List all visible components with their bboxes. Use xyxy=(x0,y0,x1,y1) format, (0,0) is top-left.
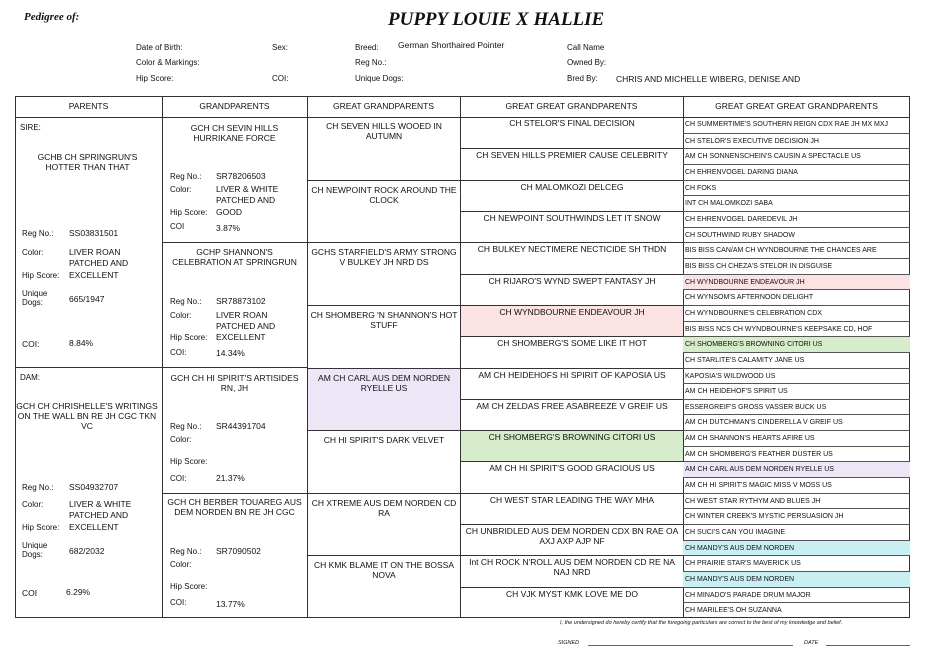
dam-name: GCH CH CHRISHELLE'S WRITINGS ON THE WALL BN RE JH CGC TKN VC xyxy=(16,401,158,431)
pedigree-label: Pedigree of: xyxy=(24,11,80,23)
ggg-grandparent-cell: KAPOSIA'S WILDWOOD US xyxy=(683,368,910,384)
gp-hip: EXCELLENT xyxy=(216,332,266,342)
gg-grandparent-cell: CH MALOMKOZI DELCEG xyxy=(461,180,683,211)
great-grandparent-cell: CH KMK BLAME IT ON THE BOSSA NOVA xyxy=(308,555,460,618)
owned-by-label: Owned By: xyxy=(567,58,607,67)
dam-regno: SS04932707 xyxy=(69,482,119,492)
ggg-grandparent-cell: CH FOKS xyxy=(683,180,910,196)
gp-color-label: Color: xyxy=(170,185,192,194)
row-divider xyxy=(162,367,307,368)
ggg-grandparent-cell: BIS BISS CAN/AM CH WYNDBOURNE THE CHANCES ARE xyxy=(683,242,910,258)
gp-color-label: Color: xyxy=(170,560,192,569)
ggg-grandparent-cell: BIS BISS NCS CH WYNDBOURNE'S KEEPSAKE CD, HOF xyxy=(683,321,910,337)
sire-unique-label: Unique Dogs: xyxy=(22,289,48,307)
gp-hip-label: Hip Score: xyxy=(170,333,208,342)
gp-hip-label: Hip Score: xyxy=(170,457,208,466)
gg-grandparent-cell: CH WEST STAR LEADING THE WAY MHA xyxy=(461,493,683,524)
col-header-grandparents: GRANDPARENTS xyxy=(199,101,270,111)
gg-grandparent-cell: AM CH HI SPIRIT'S GOOD GRACIOUS US xyxy=(461,461,683,492)
ggg-grandparent-cell: CH SUCI'S CAN YOU IMAGINE xyxy=(683,524,910,540)
ggg-grandparent-cell: CH WYNSOM'S AFTERNOON DELIGHT xyxy=(683,289,910,305)
page-title: PUPPY LOUIE X HALLIE xyxy=(388,9,605,30)
ggg-grandparent-cell: AM CH HEIDEHOF'S SPIRIT US xyxy=(683,383,910,399)
date-line[interactable] xyxy=(826,645,910,646)
callname-label: Call Name xyxy=(567,43,605,52)
col-header-ggg-grandparents: GREAT GREAT GREAT GRANDPARENTS xyxy=(715,101,878,111)
gp-hip-label: Hip Score: xyxy=(170,582,208,591)
gp-color-label: Color: xyxy=(170,311,192,320)
sire-color: LIVER ROAN PATCHED AND xyxy=(69,247,129,268)
breed-value: German Shorthaired Pointer xyxy=(398,40,505,50)
hip-score-label: Hip Score: xyxy=(136,74,174,83)
gp-hip: GOOD xyxy=(216,207,242,217)
ggg-grandparent-cell: AM CH DUTCHMAN'S CINDERELLA V GREIF US xyxy=(683,414,910,430)
ggg-grandparent-cell: CH WEST STAR RYTHYM AND BLUES JH xyxy=(683,493,910,509)
ggg-grandparent-cell: CH SHOMBERG'S BROWNING CITORI US xyxy=(683,336,910,352)
sire-hip: EXCELLENT xyxy=(69,270,119,280)
gp-coi-label: COI: xyxy=(170,474,187,483)
ggg-grandparent-cell: CH WINTER CREEK'S MYSTIC PERSUASION JH xyxy=(683,508,910,524)
sire-color-label: Color: xyxy=(22,248,44,257)
gg-grandparent-cell: CH UNBRIDLED AUS DEM NORDEN CDX BN RAE OA AXJ AXP AJP NF xyxy=(461,524,683,555)
regno-label: Reg No.: xyxy=(355,58,387,67)
dam-label: DAM: xyxy=(20,373,40,382)
dam-coi-label: COI xyxy=(22,588,38,598)
gp-regno-label: Reg No.: xyxy=(170,297,202,306)
ggg-grandparent-cell: CH MANDY'S AUS DEM NORDEN xyxy=(683,571,910,587)
gg-grandparent-cell: CH NEWPOINT SOUTHWINDS LET IT SNOW xyxy=(461,211,683,242)
certification-text: I, the undersigned do hereby certify that the foregoing particulars are correct to the best of my knowledge and belief. xyxy=(560,620,843,626)
dam-color-label: Color: xyxy=(22,500,44,509)
gp-hip-label: Hip Score: xyxy=(170,208,208,217)
coi-label: COI: xyxy=(272,74,289,83)
gg-grandparent-cell: CH STELOR'S FINAL DECISION xyxy=(509,118,635,128)
gp-regno: SR44391704 xyxy=(216,421,266,431)
grandparent-name: GCH CH HI SPIRIT'S ARTISIDES RN, JH xyxy=(170,373,299,393)
ggg-grandparent-cell: AM CH SHANNON'S HEARTS AFIRE US xyxy=(683,430,910,446)
grandparent-name: GCHP SHANNON'S CELEBRATION AT SPRINGRUN xyxy=(172,247,297,267)
gg-grandparent-cell: CH SHOMBERG'S BROWNING CITORI US xyxy=(461,430,683,461)
dam-coi: 6.29% xyxy=(66,587,91,597)
breed-label: Breed: xyxy=(355,43,379,52)
signed-label: SIGNED xyxy=(558,640,580,646)
great-grandparent-cell: CH NEWPOINT ROCK AROUND THE CLOCK xyxy=(308,180,460,243)
gg-grandparent-cell: CH RIJARO'S WYND SWEPT FANTASY JH xyxy=(461,274,683,305)
ggg-grandparent-cell: CH EHRENVOGEL DARING DIANA xyxy=(683,164,910,180)
sire-coi: 8.84% xyxy=(69,338,94,348)
gp-regno-label: Reg No.: xyxy=(170,422,202,431)
ggg-grandparent-cell: CH STELOR'S EXECUTIVE DECISION JH xyxy=(683,133,910,149)
gp-coi-label: COI: xyxy=(170,348,187,357)
ggg-grandparent-cell: AM CH SHOMBERG'S FEATHER DUSTER US xyxy=(683,446,910,462)
col-header-parents: PARENTS xyxy=(68,101,109,111)
sire-label: SIRE: xyxy=(20,123,41,132)
dam-color: LIVER & WHITE PATCHED AND xyxy=(69,499,132,520)
great-grandparent-cell: CH SEVEN HILLS WOOED IN AUTUMN xyxy=(326,121,442,141)
ggg-grandparent-cell: CH SUMMERTIME'S SOUTHERN REIGN CDX RAE JH MX MXJ xyxy=(685,121,889,128)
great-grandparent-cell: CH HI SPIRIT'S DARK VELVET xyxy=(308,430,460,493)
dob-label: Date of Birth: xyxy=(136,43,183,52)
col-divider xyxy=(162,96,163,618)
ggg-grandparent-cell: CH WYNDBOURNE ENDEAVOUR JH xyxy=(683,274,910,290)
gg-grandparent-cell: Int CH ROCK N'ROLL AUS DEM NORDEN CD RE NA NAJ NRD xyxy=(461,555,683,586)
unique-dogs-label: Unique Dogs: xyxy=(355,74,404,83)
gp-regno: SR78206503 xyxy=(216,171,266,181)
grandparent-name: GCH CH SEVIN HILLS HURRIKANE FORCE xyxy=(190,123,279,143)
gp-regno: SR7090502 xyxy=(216,546,261,556)
gg-grandparent-cell: CH SEVEN HILLS PREMIER CAUSE CELEBRITY xyxy=(461,148,683,179)
great-grandparent-cell: CH SHOMBERG 'N SHANNON'S HOT STUFF xyxy=(308,305,460,368)
gg-grandparent-cell: AM CH ZELDAS FREE ASABREEZE V GREIF US xyxy=(461,399,683,430)
ggg-grandparent-cell: AM CH HI SPIRIT'S MAGIC MISS V MOSS US xyxy=(683,477,910,493)
gp-coi-label: COI: xyxy=(170,598,187,607)
gp-regno-label: Reg No.: xyxy=(170,172,202,181)
dam-unique-label: Unique Dogs: xyxy=(22,541,48,559)
ggg-grandparent-cell: CH WYNDBOURNE'S CELEBRATION CDX xyxy=(683,305,910,321)
gp-coi: 21.37% xyxy=(216,473,245,483)
gp-coi-label: COI xyxy=(170,222,185,231)
gp-color: LIVER & WHITE PATCHED AND xyxy=(216,184,279,205)
great-grandparent-cell: CH XTREME AUS DEM NORDEN CD RA xyxy=(308,493,460,556)
gg-grandparent-cell: CH VJK MYST KMK LOVE ME DO xyxy=(461,587,683,618)
sire-name: GCHB CH SPRINGRUN'S HOTTER THAN THAT xyxy=(37,152,138,172)
sire-hip-label: Hip Score: xyxy=(22,271,60,280)
ggg-grandparent-cell: ESSERGREIF'S GROSS VASSER BUCK US xyxy=(683,399,910,415)
gp-color: LIVER ROAN PATCHED AND xyxy=(216,310,276,331)
ggg-grandparent-cell: CH MANDY'S AUS DEM NORDEN xyxy=(683,540,910,556)
ggg-grandparent-cell: AM CH SONNENSCHEIN'S CAUSIN A SPECTACLE US xyxy=(683,148,910,164)
bred-by-label: Bred By: xyxy=(567,74,598,83)
gp-regno: SR78873102 xyxy=(216,296,266,306)
date-label: DATE xyxy=(804,640,819,646)
sire-coi-label: COI: xyxy=(22,339,40,349)
col-header-gg-grandparents: GREAT GREAT GRANDPARENTS xyxy=(505,101,638,111)
ggg-grandparent-cell: CH EHRENVOGEL DAREDEVIL JH xyxy=(683,211,910,227)
ggg-grandparent-cell: INT CH MALOMKOZI SABA xyxy=(683,195,910,211)
gg-grandparent-cell: CH WYNDBOURNE ENDEAVOUR JH xyxy=(461,305,683,336)
dam-unique: 682/2032 xyxy=(69,546,105,556)
ggg-grandparent-cell: CH PRAIRIE STAR'S MAVERICK US xyxy=(683,555,910,571)
bred-by-value: CHRIS AND MICHELLE WIBERG, DENISE AND xyxy=(616,74,801,84)
sire-unique: 665/1947 xyxy=(69,294,105,304)
gp-coi: 3.87% xyxy=(216,223,241,233)
gp-coi: 14.34% xyxy=(216,348,245,358)
ggg-grandparent-cell: CH MARILEE'S OH SUZANNA xyxy=(683,602,910,618)
great-grandparent-cell: AM CH CARL AUS DEM NORDEN RYELLE US xyxy=(308,368,460,431)
ggg-grandparent-cell: CH SOUTHWIND RUBY SHADOW xyxy=(683,227,910,243)
row-divider xyxy=(162,493,307,494)
signature-line[interactable] xyxy=(588,645,793,646)
row-divider xyxy=(162,242,307,243)
grandparent-name: GCH CH BERBER TOUAREG AUS DEM NORDEN BN RE JH CGC xyxy=(167,497,302,517)
gg-grandparent-cell: AM CH HEIDEHOFS HI SPIRIT OF KAPOSIA US xyxy=(461,368,683,399)
sire-regno: SS03831501 xyxy=(69,228,119,238)
gp-regno-label: Reg No.: xyxy=(170,547,202,556)
gg-grandparent-cell: CH BULKEY NECTIMERE NECTICIDE SH THDN xyxy=(461,242,683,273)
color-markings-label: Color & Markings: xyxy=(136,58,200,67)
ggg-grandparent-cell: BIS BISS CH CHEZA'S STELOR IN DISGUISE xyxy=(683,258,910,274)
ggg-grandparent-cell: AM CH CARL AUS DEM NORDEN RYELLE US xyxy=(683,461,910,477)
dam-hip: EXCELLENT xyxy=(69,522,119,532)
gp-color-label: Color: xyxy=(170,435,192,444)
dam-hip-label: Hip Score: xyxy=(22,523,60,532)
great-grandparent-cell: GCHS STARFIELD'S ARMY STRONG V BULKEY JH NRD DS xyxy=(308,242,460,305)
gp-coi: 13.77% xyxy=(216,599,245,609)
ggg-grandparent-cell: CH MINADO'S PARADE DRUM MAJOR xyxy=(683,587,910,603)
dam-regno-label: Reg No.: xyxy=(22,483,54,492)
row-divider xyxy=(15,367,162,368)
sex-label: Sex: xyxy=(272,43,289,52)
col-header-great-grandparents: GREAT GRANDPARENTS xyxy=(332,101,435,111)
gg-grandparent-cell: CH SHOMBERG'S SOME LIKE IT HOT xyxy=(461,336,683,367)
ggg-grandparent-cell: CH STARLITE'S CALAMITY JANE US xyxy=(683,352,910,368)
sire-regno-label: Reg No.: xyxy=(22,229,54,238)
